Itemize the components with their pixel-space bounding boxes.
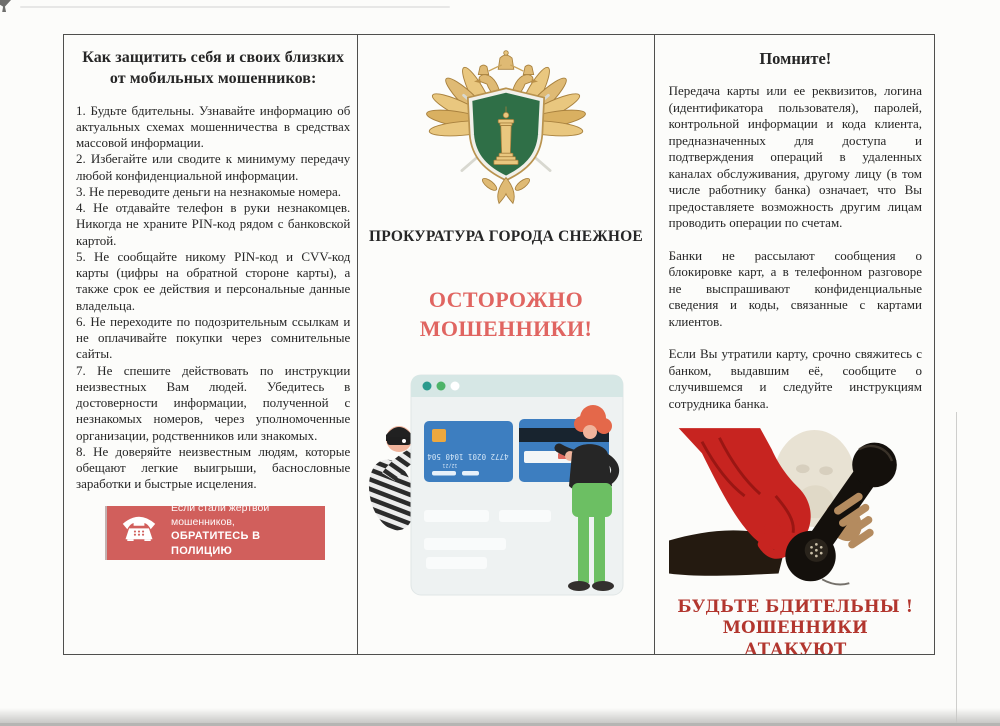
tip-item: 4. Не отдавайте телефон в руки незнакомцев. Никогда не храните PIN-код рядом с банковской картой. [76,200,351,248]
memo-paragraph: Если Вы утратили карту, срочно свяжитесь с банком, выдавшим её, сообщите о случившемся и следуйте инструкциям сотрудника банка. [668,346,922,411]
scan-artifact-smudge [20,6,450,8]
right-panel-title: Помните! [759,49,832,68]
tip-item: 7. Не спешите действовать по инструкции неизвестных Вам людей. Убедитесь в достоверности информации, полученной с незнакомых номеров, через уполномоченные организации, родственников или знакомых. [76,362,351,443]
scan-artifact-line [956,412,957,726]
tip-item: 5. Не сообщайте никому PIN-код и CVV-код карты (цифры на обратной стороне карты), а также срок ее действия и персональные данные владельца. [76,248,351,313]
svg-text:12/21: 12/21 [442,462,458,469]
poster-caption-line2: МОШЕННИКИ АТАКУЮТ [722,618,868,654]
warning-line1: ОСТОРОЖНО [428,287,584,312]
memo-paragraphs [669,83,922,412]
brochure-table [63,34,935,655]
left-panel-title: Как защитить себя и своих близких от мобильных мошенников: [82,49,345,87]
tip-item: 3. Не переводите деньги на незнакомые номера. [76,183,342,199]
poster-caption-line1: БУДЬТЕ БДИТЕЛЬНЫ ! [677,597,914,616]
tip-item: 1. Будьте бдительны. Узнавайте информацию об актуальных схемах мошенничества в средствах массовой информации. [76,102,351,151]
police-banner [107,501,325,560]
org-name: ПРОКУРАТУРА ГОРОДА СНЕЖНОЕ [369,228,643,245]
warning-line2: МОШЕННИКИ! [419,316,593,342]
police-banner-line1: Если стали жертвой мошенников, [171,501,270,528]
svg-text:4772 0201 1040 504: 4772 0201 1040 504 [427,452,509,462]
tips-list [76,103,350,493]
telephone-icon [121,513,157,547]
card-front [424,421,513,482]
prosecutor-emblem-icon [415,193,597,210]
police-banner-text [171,501,317,559]
left-panel [64,35,358,654]
police-banner-line2: ОБРАТИТЕСЬ В ПОЛИЦИЮ [171,529,261,557]
tip-item: 8. Не доверяйте неизвестным людям, которые обещают легкие выигрыши, баснословные заработки и быстрые исцеления. [76,443,351,492]
tip-item: 2. Избегайте или сводите к минимуму передачу любой конфиденциальной информации. [76,151,351,183]
memo-paragraph: Банки не рассылают сообщения о блокировке карт, а в телефонном разговоре не выспрашивают конфиденциальные сведения и коды, связанные с картами клиентов. [668,247,922,329]
fraud-illustration [366,367,645,637]
warning-text [366,285,645,343]
right-panel [655,35,934,654]
tip-item: 6. Не переходите по подозрительным ссылкам и не оплачивайте покупки через сомнительные сайты. [76,313,351,362]
scan-artifact-corner [0,0,11,12]
vigilance-poster [669,428,922,654]
poster-caption [669,596,922,654]
memo-paragraph: Передача карты или ее реквизитов, логина (идентификатора пользователя), паролей, контрольной информации и кода клиента, предназначенных для доступа и подтверждения операций в удаленных каналах обслуживания, другому лицу (в том числе работнику банка) означает, что Вы предоставляете возможность другим лицам проводить операции по счетам. [668,83,922,230]
center-panel [358,35,654,654]
